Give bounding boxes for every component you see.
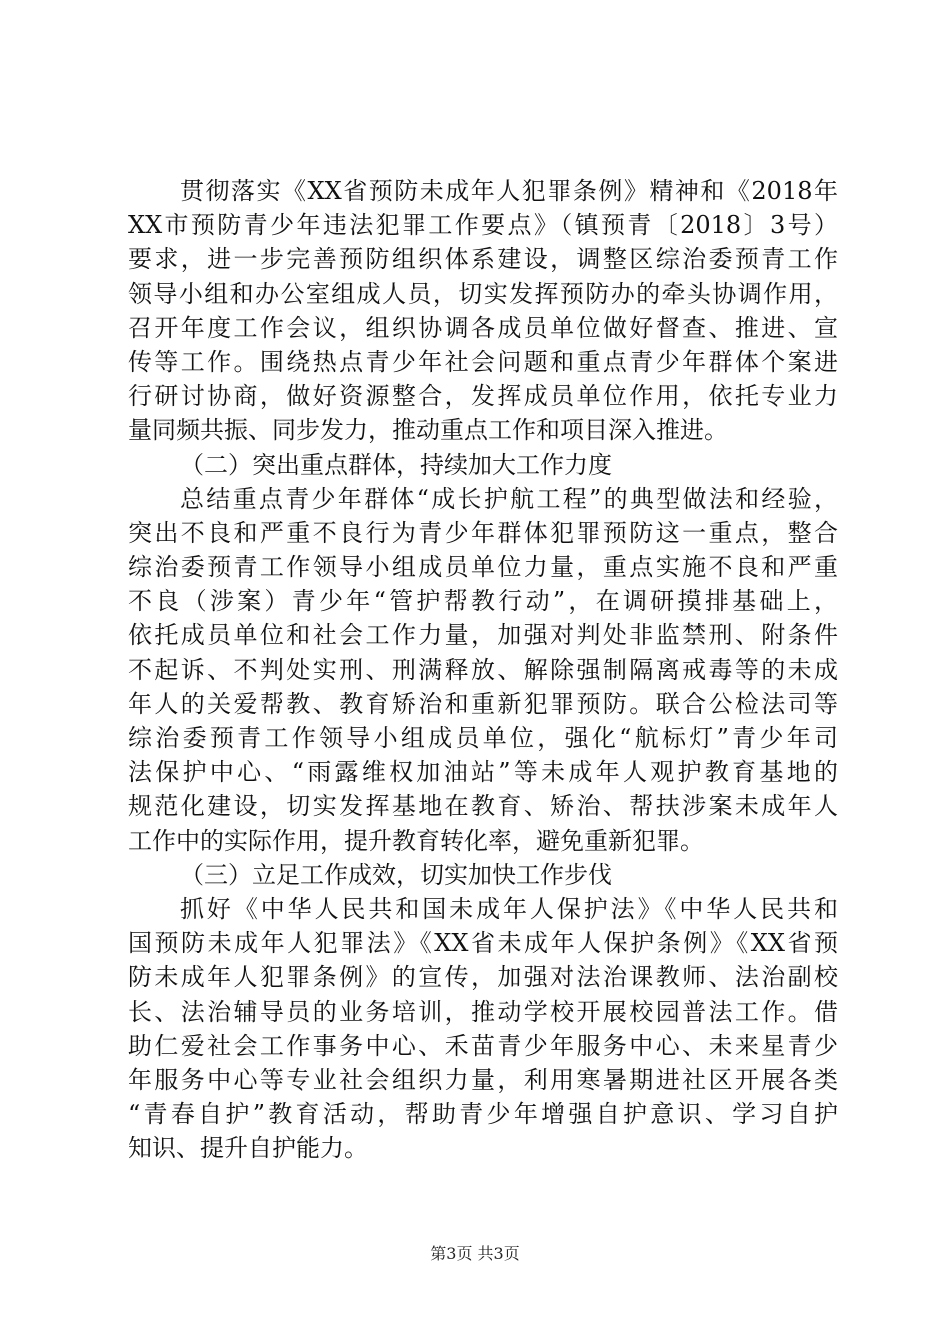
paragraph-line: “青春自护”教育活动，帮助青少年增强自护意识、学习自护 — [128, 1100, 838, 1129]
paragraph-line: 国预防未成年人犯罪法》《XX省未成年人保护条例》《XX省预 — [128, 929, 838, 958]
paragraph-line: 总结重点青少年群体“成长护航工程”的典型做法和经验， — [180, 484, 838, 513]
page-footer: 第3页 共3页 — [430, 1244, 520, 1263]
paragraph-line: 传等工作。围绕热点青少年社会问题和重点青少年群体个案进 — [128, 347, 838, 376]
paragraph-line: 工作中的实际作用，提升教育转化率，避免重新犯罪。 — [128, 826, 704, 855]
paragraph-line: 贯彻落实《XX省预防未成年人犯罪条例》精神和《2018年 — [180, 177, 838, 205]
paragraph-line: 行研讨协商，做好资源整合，发挥成员单位作用，依托专业力 — [128, 382, 838, 411]
section-heading-2: （二）突出重点群体，持续加大工作力度 — [180, 450, 612, 479]
paragraph-line: 防未成年人犯罪条例》的宣传，加强对法治课教师、法治副校 — [128, 963, 838, 992]
paragraph-line: 知识、提升自护能力。 — [128, 1134, 368, 1163]
paragraph-line: 规范化建设，切实发挥基地在教育、矫治、帮扶涉案未成年人 — [128, 792, 838, 821]
section-heading-3: （三）立足工作成效，切实加快工作步伐 — [180, 860, 612, 889]
paragraph-line: 不起诉、不判处实刑、刑满释放、解除强制隔离戒毒等的未成 — [128, 655, 838, 684]
paragraph-line: 综治委预青工作领导小组成员单位，强化“航标灯”青少年司 — [128, 724, 838, 752]
paragraph-line: 抓好《中华人民共和国未成年人保护法》《中华人民共和 — [180, 894, 838, 923]
paragraph-1 — [128, 174, 838, 448]
paragraph-line: 要求，进一步完善预防组织体系建设，调整区综治委预青工作 — [128, 245, 838, 274]
paragraph-line: 长、法治辅导员的业务培训，推动学校开展校园普法工作。借 — [128, 997, 838, 1026]
paragraph-line: 召开年度工作会议，组织协调各成员单位做好督查、推进、宣 — [128, 313, 838, 342]
paragraph-3 — [128, 892, 838, 1166]
paragraph-line: 不良（涉案）青少年“管护帮教行动”，在调研摸排基础上， — [128, 587, 838, 616]
paragraph-line: 助仁爱社会工作事务中心、禾苗青少年服务中心、未来星青少 — [128, 1031, 838, 1060]
paragraph-line: 依托成员单位和社会工作力量，加强对判处非监禁刑、附条件 — [128, 621, 838, 650]
paragraph-2 — [128, 482, 838, 858]
paragraph-line: 综治委预青工作领导小组成员单位力量，重点实施不良和严重 — [128, 553, 838, 582]
paragraph-line: 量同频共振、同步发力，推动重点工作和项目深入推进。 — [128, 416, 728, 445]
paragraph-line: XX市预防青少年违法犯罪工作要点》（镇预青〔2018〕3号） — [128, 211, 838, 240]
paragraph-line: 领导小组和办公室组成人员，切实发挥预防办的牵头协调作用， — [128, 279, 838, 308]
paragraph-line: 突出不良和严重不良行为青少年群体犯罪预防这一重点，整合 — [128, 518, 838, 547]
paragraph-line: 法保护中心、“雨露维权加油站”等未成年人观护教育基地的 — [128, 758, 838, 787]
document-body — [128, 174, 838, 1165]
paragraph-line: 年人的关爱帮教、教育矫治和重新犯罪预防。联合公检法司等 — [128, 689, 838, 718]
paragraph-line: 年服务中心等专业社会组织力量，利用寒暑期进社区开展各类 — [128, 1065, 838, 1094]
